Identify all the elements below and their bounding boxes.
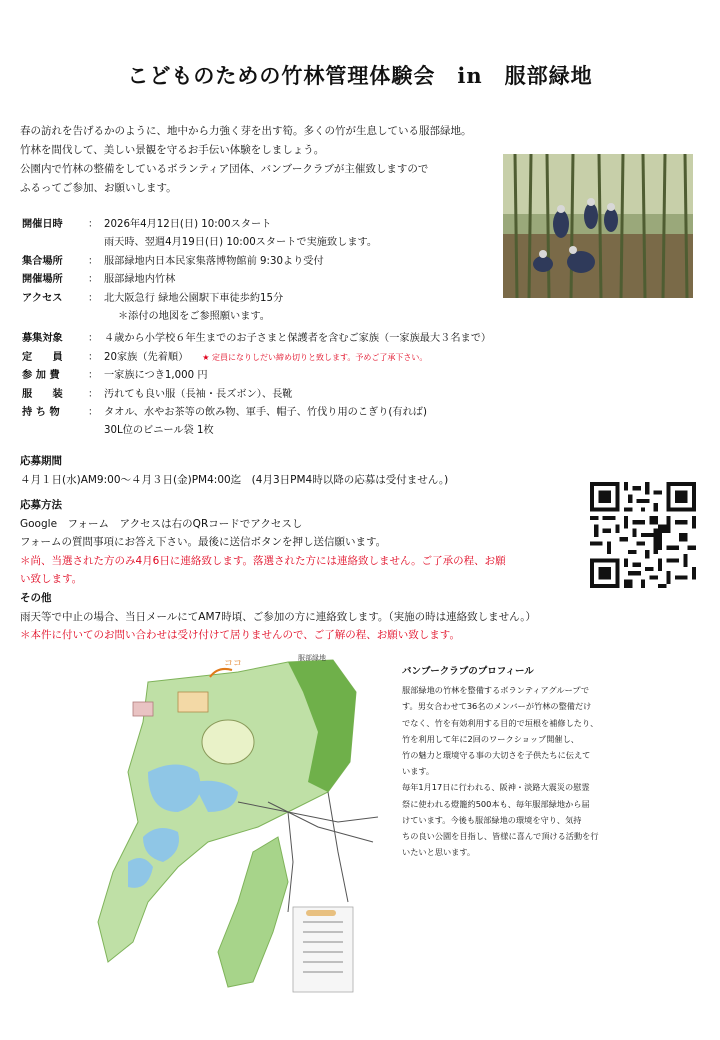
colon: ：: [88, 274, 99, 286]
method-notice: い致します。: [20, 573, 83, 586]
value-access: 北大阪急行 緑地公園駅下車徒歩約15分: [104, 292, 284, 304]
other-heading: その他: [20, 592, 52, 604]
label-target: 募集対象: [22, 333, 63, 345]
value-fee: 一家族につき1,000 円: [104, 370, 208, 382]
value-date-rain: 雨天時、翌週4月19日(日) 10:00スタートで実施致します。: [104, 237, 378, 249]
intro-line: 公園内で竹林の整備をしているボランティア団体、バンブークラブが主催致しますので: [20, 163, 429, 175]
row-meeting-place: [22, 253, 712, 271]
colon: ：: [88, 333, 99, 345]
period-section: [20, 452, 448, 489]
intro-line: 春の訪れを告げるかのように、地中から力強く芽を出す筍。多くの竹が生息している服部緑地。: [20, 125, 472, 137]
method-heading: 応募方法: [20, 499, 62, 511]
method-notice: ＊尚、当選された方のみ4月6日に連絡致します。落選された方には連絡致しません。ご了承の程、お願: [20, 554, 506, 567]
access-note: ＊添付の地図をご参照願います。: [118, 311, 270, 323]
park-map: [88, 652, 388, 997]
profile-line: けています。今後も服部緑地の環境を守り、気持: [402, 814, 582, 825]
label-venue: 開催場所: [22, 274, 63, 286]
value-clothing: 汚れても良い服（長袖・長ズボン）、長靴: [104, 388, 293, 400]
label-fee: 参 加 費: [22, 370, 60, 382]
profile-line: 毎年1月17日に行われる、阪神・淡路大震災の慰霊: [402, 782, 590, 793]
intro-text: [20, 122, 500, 198]
row-venue: [22, 271, 712, 289]
map-label: 服部緑地: [298, 654, 326, 662]
label-access: アクセス: [22, 292, 63, 304]
method-line: フォームの質問事項にお答え下さい。最後に送信ボタンを押し送信願います。: [20, 536, 387, 549]
value-capacity: 20家族（先着順）: [104, 351, 189, 363]
colon: ：: [88, 388, 99, 400]
page-title: こどものための竹林管理体験会 in 服部緑地: [127, 63, 593, 88]
value-bring-2: 30L位のビニール袋 1枚: [104, 425, 214, 437]
value-bring: タオル、水やお茶等の飲み物、軍手、帽子、竹伐り用のこぎり(有れば): [104, 407, 427, 419]
profile-line: 竹を利用して年に2回のワークショップ開催し、: [402, 733, 579, 744]
park-map-graphic: [88, 652, 388, 997]
profile-line: います。: [402, 766, 435, 777]
value-date: 2026年4月12日(日) 10:00スタート: [104, 219, 272, 230]
row-fee: [22, 367, 712, 385]
profile-line: 竹の魅力と環境守る事の大切さを子供たちに伝えて: [402, 750, 591, 761]
colon: ：: [88, 255, 99, 267]
other-section: [20, 589, 536, 645]
colon: ：: [88, 370, 99, 382]
value-venue: 服部緑地内竹林: [104, 274, 176, 286]
colon: ：: [88, 219, 99, 230]
row-date: [22, 216, 712, 234]
row-capacity: [22, 349, 712, 367]
profile-line: いたいと思います。: [402, 847, 476, 858]
value-target: ４歳から小学校６年生までのお子さまと保護者を含むご家族（一家族最大３名まで）: [104, 333, 492, 345]
colon: ：: [88, 292, 99, 304]
event-details: [22, 216, 712, 441]
label-bring: 持 ち 物: [22, 407, 60, 419]
qr-code[interactable]: [590, 482, 696, 588]
intro-line: 竹林を間伐して、美しい景観を守るお手伝い体験をしましょう。: [20, 144, 325, 156]
label-meeting-place: 集合場所: [22, 255, 63, 267]
profile-line: ちの良い公園を目指し、皆様に喜んで頂ける活動を行: [402, 831, 599, 842]
colon: ：: [88, 407, 99, 419]
value-meeting-place: 服部緑地内日本民家集落博物館前 9:30より受付: [104, 255, 324, 267]
profile-line: す。男女合わせて36名のメンバーが竹林の整備だけ: [402, 701, 592, 712]
club-profile: [402, 664, 712, 860]
profile-line: でなく、竹を有効利用する目的で垣根を補修したり、: [402, 717, 599, 728]
other-notice: ＊本件に付いてのお問い合わせは受け付けて居りませんので、ご了解の程、お願い致します。: [20, 629, 460, 642]
row-access: [22, 290, 712, 308]
other-line: 雨天等で中止の場合、当日メールにてAM7時頃、ご参加の方に連絡致します。（実施の時は連絡致しません。）: [20, 610, 537, 623]
row-bring: [22, 404, 712, 422]
profile-line: 服部緑地の竹林を整備するボランティアグループで: [402, 685, 590, 696]
row-target: [22, 330, 712, 348]
label-date: 開催日時: [22, 219, 63, 230]
label-capacity: 定 員: [22, 351, 63, 363]
profile-title: バンブークラブのプロフィール: [402, 666, 534, 677]
row-clothing: [22, 386, 712, 404]
map-marker-label: ココ: [224, 659, 243, 669]
intro-line: ふるってご参加、お願いします。: [20, 182, 177, 194]
profile-line: 祭に使われる燈籠約500本も、毎年服部緑地から届: [402, 798, 590, 809]
period-heading: 応募期間: [20, 455, 62, 467]
capacity-note: ★ 定員になりしだい締め切りと致します。予めご了承下さい。: [202, 352, 428, 362]
qr-code-graphic: [590, 482, 696, 588]
method-section: [20, 496, 506, 589]
label-clothing: 服 装: [22, 388, 63, 400]
colon: ：: [88, 351, 99, 363]
method-line: Google フォーム アクセスは右のQRコードでアクセスし: [20, 517, 303, 530]
period-text: ４月１日(水)AM9:00～４月３日(金)PM4:00迄 (4月3日PM4時以降の応募は受付ません。): [20, 473, 449, 486]
